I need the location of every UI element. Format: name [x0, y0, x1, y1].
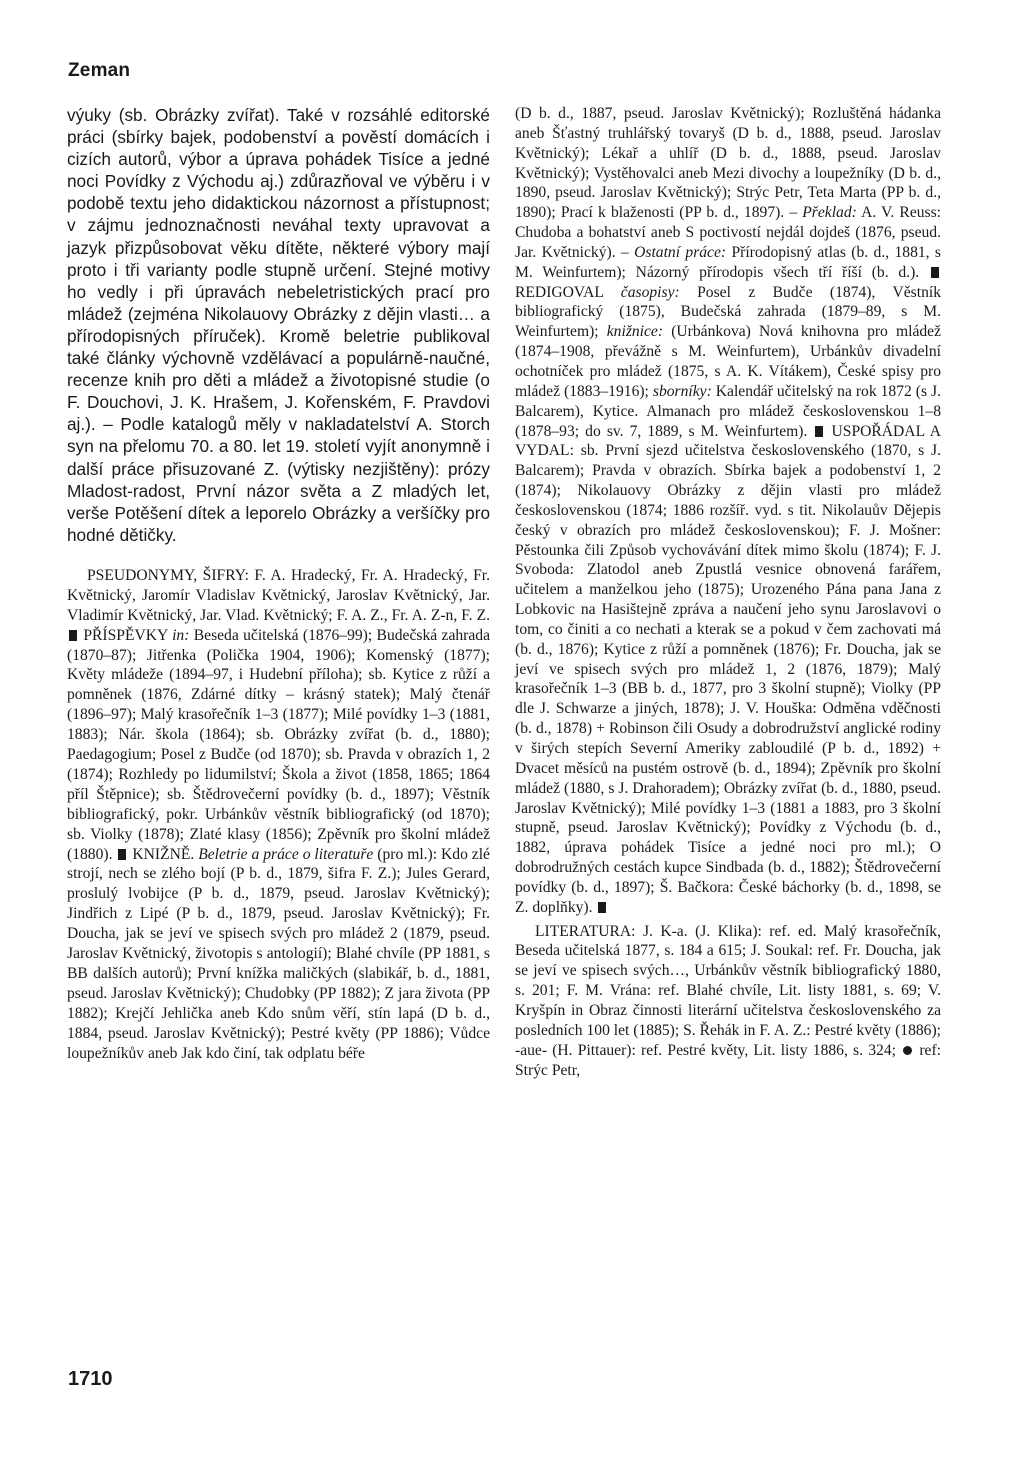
bullet-dot-icon: [903, 1046, 912, 1055]
books-continued-text: (D b. d., 1887, pseud. Jaroslav Květnický); Rozluštěná hádanka aneb Šťastný truhlářský tovaryš (D b. d., 1888, pseud. Jaroslav Květnický); Lékař a uhlíř (D b. d., 1888, pseud. Jaroslav Květnický); Vystěhovalci aneb Mezi divochy a loupežníky (D b. d., 1890, pseud. Jaroslav Květnický); Strýc Petr, Teta Marta (PP b. d., 1890); Prací k blaženosti (PP b. d., 1897). –: [515, 105, 941, 222]
section-square-icon: [931, 267, 939, 278]
contributions-in-label: in:: [172, 626, 190, 644]
literature-label: LITERATURA:: [535, 922, 636, 940]
bibliography-paragraph: [515, 104, 941, 918]
book-series-label: knižnice:: [606, 323, 664, 341]
page-number: 1710: [68, 1368, 113, 1390]
right-column: [515, 104, 941, 1080]
section-square-icon: [69, 630, 77, 641]
pseudonyms-text: F. A. Hradecký, Fr. A. Hradecký, Fr. Květnický, Jaromír Vladislav Květnický, Jaroslav Květnický, Jar. Vladimír Květnický, Jar. Vlad. Květnický; F. A. Z., Fr. A. Z-n, F. Z.: [67, 566, 490, 624]
section-square-icon: [598, 902, 606, 913]
literature-tail-text: ref: Strýc Petr,: [515, 1041, 941, 1079]
anthologies-text: Kalendář učitelský na rok 1872 (s J. Balcarem), Kytice. Almanach pro mládež československou 1–8 (1878–93; do sv. 7, 1889, s M. Weinfurtem).: [515, 382, 941, 440]
journals-text: Posel z Budče (1874), Věstník bibliografický (1875), Budečská zahrada (1879–89, s M. Weinfurtem);: [515, 283, 942, 341]
contributions-text: Beseda učitelská (1876–99); Budečská zahrada (1870–87); Jitřenka (Polička 1904, 1906); Komenský (1877); Květy mládeže (1894–97, i Hudební příloha); sb. Kytice z růží a pomněnek (1876, Zdárné dítky – krásný statek); Malý čtenář (1896–97); Malý krasořečník 1–3 (1877); Milé povídky 1–3 (1881, 1883); Nár. škola (1864); sb. Obrázky zvířat (b. d., 1880); Paedagogium; Posel z Budče (od 1870); sb. Pravda v obrazích 1, 2 (1874); Rozhledy po lidumilství; Škola a život (1858, 1865; 1864 příl Štěpnice); sb. Štědrovečerní povídky (b. d., 1897); Věstník bibliografický, pokr. Urbánkův věstník bibliografický (od 1870); sb. Violky (1878); Zlaté klasy (1856); Zpěvník pro školní mládež (1880).: [67, 626, 490, 863]
journals-label: časopisy:: [620, 283, 680, 301]
left-column: [67, 104, 490, 1064]
pseudonyms-label: PSEUDONYMY, ŠIFRY:: [87, 566, 249, 584]
literature-text: J. K-a. (J. Klika): ref. ed. Malý krasořečník, Beseda učitelská 1877, s. 184 a 615; J. Soukal: ref. Fr. Doucha, jak se jeví ve spisech svých…, Urbánkův věstník bibliografický 1880, s. 201; F. M. Vrána: ref. Blahé chvíle, Lit. listy 1881, s. 69; V. Kryšpín in Obraz činnosti literární učitelstva československého za posledních 100 let (1885); S. Řehák in F. A. Z.: Pestré květy (1886); -aue- (H. Pittauer): ref. Pestré květy, Lit. listy 1886, s. 324;: [515, 922, 941, 1059]
compiled-published-text: sb. První sjezd učitelstva československého (1870, s J. Balcarem); Pravda v obrazích. Sbírka bajek a podobenství 1, 2 (1874); Nikolauovy Obrázky z dějin vlasti pro mládež československou (1874; 1886 rozšíř. vyd. s tit. Nikolauův Dějepis český v obrazích pro mládež československou); F. J. Mošner: Pěstounka čili Způsob vychovávání dítek mimo školu (1874); F. J. Svoboda: Zlatodol aneb Zpustlá vesnice obnovená farářem, učitelem a manželkou jeho (1875); Urozeného Pána pana Jana z Lobkovic na Hasištejně zpráva a naučení jeho synu Jaroslavovi o tom, co činiti a co nechati a kterak se a pokud v čem zachovati má (b. d., 1876); Kytice z růží a pomněnek (1876); Fr. Doucha, jak se jeví ve spisech svých pro mládež 1, 2 (1876, 1879); Malý krasořečník 1–3 (BB b. d., 1877, pro 3 školní stupně); Violky (PP dle J. Schwarze a jiných, 1878); J. V. Houška: Odměna vděčnosti (b. d., 1878) + Robinson čili Osudy a dobrodružství anglické rodiny v širých stepích Severní Ameriky zabloudilé (P b. d., 1892) + Dvacet měsíců na pustém ostrově (b. d., 1894); Zpěvník pro školní mládež (1880, s J. Drahoradem); Obrázky zvířat (b. d., 1880, pseud. Jaroslav Květnický); Milé povídky 1–3 (1881 a 1883, pro 3 školní stupně, pseud. Jaroslav Květnický); Povídky z Východu (b. d., 1882, úprava pohádek Tisíce a jedné noci pro ml.); O dobrodružných cestách kupce Sindbada (b. d., 1882); Štědrovečerní povídky (b. d., 1897); Š. Bačkora: České báchorky (b. d., 1898, se Z. doplňky).: [515, 442, 941, 916]
section-square-icon: [118, 849, 126, 860]
compiled-published-label: USPOŘÁDAL A VYDAL:: [515, 422, 941, 460]
translation-text: A. V. Reuss: Chudoba a bohatství aneb S poctivostí nejdál dojdeš (1876, pseud. Jar. Květnický). –: [515, 204, 942, 261]
anthologies-label: sborníky:: [652, 382, 712, 400]
books-text: (pro ml.): Kdo zlé strojí, nech se zlého bojí (P b. d., 1879, šifra F. Z.); Jules Gerard, proslulý lvobijce (P b. d., 1879, pseud. Jaroslav Květnický); Jindřich z Lipé (P b. d., 1879, pseud. Jaroslav Květnický); Fr. Doucha, jak se jeví ve spisech svých pro mládež 2 (1879, pseud. Jaroslav Květnický, životopis s antologií); Blahé chvíle (PP 1881, s BB dalších autorů); První knížka maličkých (slabikář, b. d., 1881, pseud. Jaroslav Květnický); Chudobky (PP 1882); Z jara života (PP 1882); Krejčí Jehlička aneb Kdo snům věří, stín lapá (D b. d., 1884, pseud. Jaroslav Květnický); Pestré květy (PP 1886); Vůdce loupežníkův aneb Jak kdo činí, tak odplatu béře: [67, 845, 490, 1062]
page-header-title: Zeman: [68, 60, 131, 81]
work-description-paragraph: výuky (sb. Obrázky zvířat). Také v rozsáhlé editorské práci (sbírky bajek, podobenství a pověstí domácích i cizích autorů, výbor a úprava pohádek Tisíce a jedné noci Povídky z Východu aj.) zdůrazňoval ve výběru i v podobě textu jeho didaktickou názornost a přístupnost; v zájmu jednoznačnosti neváhal texty upravovat a jazyk přizpůsobovat věku dítěte, některé výbory mají proto i tři varianty podle stupně určení. Stejné motivy ho vedly i při úpravách nebeletristických prací pro mládež (zejména Nikolauovy Obrázky z dějin vlasti… a přírodopisných příruček). Kromě beletrie publikoval také články výchovně vzdělávací a populárně-naučné, recenze knih pro děti a mládež a životopisné studie (o F. Douchovi, J. K. Hrašem, J. Kořenském, F. Pravdovi aj.). – Podle katalogů měly v nakladatelství A. Storch syn na přelomu 70. a 80. let 19. století vyjít anonymně i další práce přisuzované Z. (výtisky nezjištěny): prózy Mladost-radost, První názor světa a Z mladých let, verše Potěšení dítek a leporelo Obrázky a veršíčky pro hodné dětičky.: [67, 105, 490, 545]
pseudonyms-and-contributions: [67, 566, 490, 1064]
edited-label: REDIGOVAL: [515, 283, 604, 301]
contributions-label: PŘÍSPĚVKY: [83, 626, 168, 644]
book-series-text: (Urbánkova) Nová knihovna pro mládež (1874–1908, převážně s M. Weinfurtem), Urbánkův divadelní ochotníček pro mládež (1875, s A. K. Vítákem), České spisy pro mládež (1883–1916);: [515, 323, 942, 400]
other-works-label: Ostatní práce:: [634, 243, 727, 261]
books-sub-label: Beletrie a práce o literatuře: [198, 845, 374, 863]
books-label: KNIŽNĚ.: [132, 845, 195, 863]
translation-label: Překlad:: [802, 204, 857, 222]
literature-paragraph: [515, 922, 941, 1081]
other-works-text: Přírodopisný atlas (b. d., 1881, s M. Weinfurtem); Názorný přírodopis všech tří říší (b. d.).: [515, 243, 941, 281]
section-square-icon: [815, 426, 823, 437]
